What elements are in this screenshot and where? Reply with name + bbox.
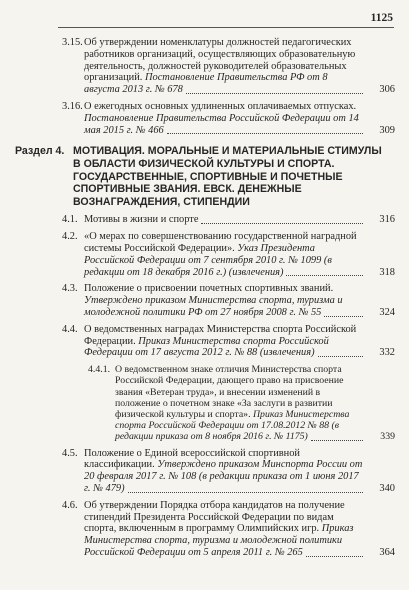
entry-title: «О мерах по совершенствованию государственной наградной системы Российской Федерации». <box>84 231 357 254</box>
toc-entry-4-5 <box>0 448 409 495</box>
dot-leader <box>201 223 363 224</box>
section-label: Раздел 4. <box>15 145 65 158</box>
entry-title: Об утверждении номенклатуры должностей педагогических работников организаций, осуществляющих образовательную деятельность, должностей руководителей образовательных организаций. <box>84 37 356 84</box>
entry-title: Положение о присвоении почетных спортивных званий. <box>84 283 334 295</box>
entry-page: 339 <box>380 431 395 443</box>
toc-entry-4-4 <box>0 324 409 359</box>
entry-number: 4.1. <box>62 214 78 226</box>
toc-entry-3-15 <box>0 37 409 96</box>
entry-number: 4.4. <box>62 323 78 335</box>
toc-entry-4-6 <box>0 500 409 559</box>
dot-leader <box>186 93 363 94</box>
entry-number: 4.6. <box>62 499 78 511</box>
entry-title: Об утверждении Порядка отбора кандидатов на получение стипендий Президента Российской Федерации по видам спорта, включенным в программу Олимпийских игр. <box>84 499 345 535</box>
entry-number: 4.5. <box>62 447 78 459</box>
toc-entry-4-4-1 <box>0 364 409 442</box>
entry-source: Постановление Правительства Российской Федерации от 14 мая 2015 г. № 466 <box>84 112 359 136</box>
header-rule <box>58 27 394 28</box>
entry-page: 309 <box>379 124 395 136</box>
entry-title: Мотивы в жизни и спорте <box>84 214 199 226</box>
entry-source: Приказ Министерства спорта, туризма и молодежной политики Российской Федерации от 5 апреля 2011 г. № 265 <box>84 523 354 558</box>
entry-page: 306 <box>379 84 395 96</box>
dot-leader <box>286 275 363 276</box>
dot-leader <box>318 356 363 357</box>
entry-page: 324 <box>379 306 395 318</box>
entry-source: Утверждено приказом Минспорта России от 20 февраля 2017 г. № 108 (в редакции приказа от 1 июня 2017 г. № 479) <box>84 459 363 494</box>
dot-leader <box>128 492 363 493</box>
entry-number: 4.2. <box>62 231 78 243</box>
entry-page: 364 <box>379 546 395 558</box>
entry-number: 4.4.1. <box>88 364 111 376</box>
toc-entry-4-1 <box>0 214 409 226</box>
entry-page: 318 <box>379 266 395 278</box>
toc-entry-4-2 <box>0 231 409 278</box>
entry-title: О ведомственном знаке отличия Министерства спорта Российской Федерации, дающего право на присвоение звания «Ветеран труда», и внесении изменений в положение о почетном знаке «За заслуги в развитии физической культуры и спорта». <box>115 364 344 420</box>
dot-leader <box>311 440 363 441</box>
entry-title: О ежегодных основных удлиненных оплачиваемых отпусках. <box>84 100 357 112</box>
entry-source: Постановление Правительства РФ от 8 августа 2013 г. № 678 <box>84 72 328 96</box>
dot-leader <box>324 316 363 317</box>
section-title: МОТИВАЦИЯ. МОРАЛЬНЫЕ И МАТЕРИАЛЬНЫЕ СТИМУЛЫ В ОБЛАСТИ ФИЗИЧЕСКОЙ КУЛЬТУРЫ И СПОРТА. ГОСУДАРСТВЕННЫЕ, СПОРТИВНЫЕ И ПОЧЕТНЫЕ СПОРТИВНЫЕ ЗВАНИЯ. ЕВСК. ДЕНЕЖНЫЕ ВОЗНАГРАЖДЕНИЯ, СТИПЕНДИИ <box>73 145 382 208</box>
dot-leader <box>167 133 363 134</box>
page-number: 1125 <box>370 12 393 24</box>
entry-page: 332 <box>379 347 395 359</box>
entry-title: Положение о Единой всероссийской спортивной классификации. <box>84 447 300 471</box>
entry-source: Утверждено приказом Министерства спорта, туризма и молодежной политики РФ от 27 ноября 2008 г. № 55 <box>84 295 343 318</box>
entry-source: Указ Президента Российской Федерации от 7 сентября 2010 г. № 1099 (в редакции от 18 декабря 2016 г.) (извлечения) <box>84 242 332 278</box>
entry-number: 3.16. <box>62 100 83 112</box>
table-of-contents <box>0 37 409 559</box>
entry-source: Приказ Министерства спорта Российской Федерации от 17.08.2012 № 88 (в редакции приказа от 8 ноября 2016 г. № 1175) <box>115 408 350 443</box>
entry-number: 4.3. <box>62 283 78 295</box>
entry-page: 340 <box>379 482 395 494</box>
entry-title: О ведомственных наградах Министерства спорта Российской Федерации. <box>84 323 357 347</box>
toc-entry-4-3 <box>0 283 409 318</box>
entry-number: 3.15. <box>62 37 83 48</box>
section-heading <box>0 145 409 208</box>
toc-entry-3-16 <box>0 101 409 136</box>
dot-leader <box>306 556 363 557</box>
entry-source: Приказ Министерства спорта Российской Федерации от 17 августа 2012 г. № 88 (извлечения) <box>84 335 329 359</box>
entry-page: 316 <box>379 214 395 226</box>
